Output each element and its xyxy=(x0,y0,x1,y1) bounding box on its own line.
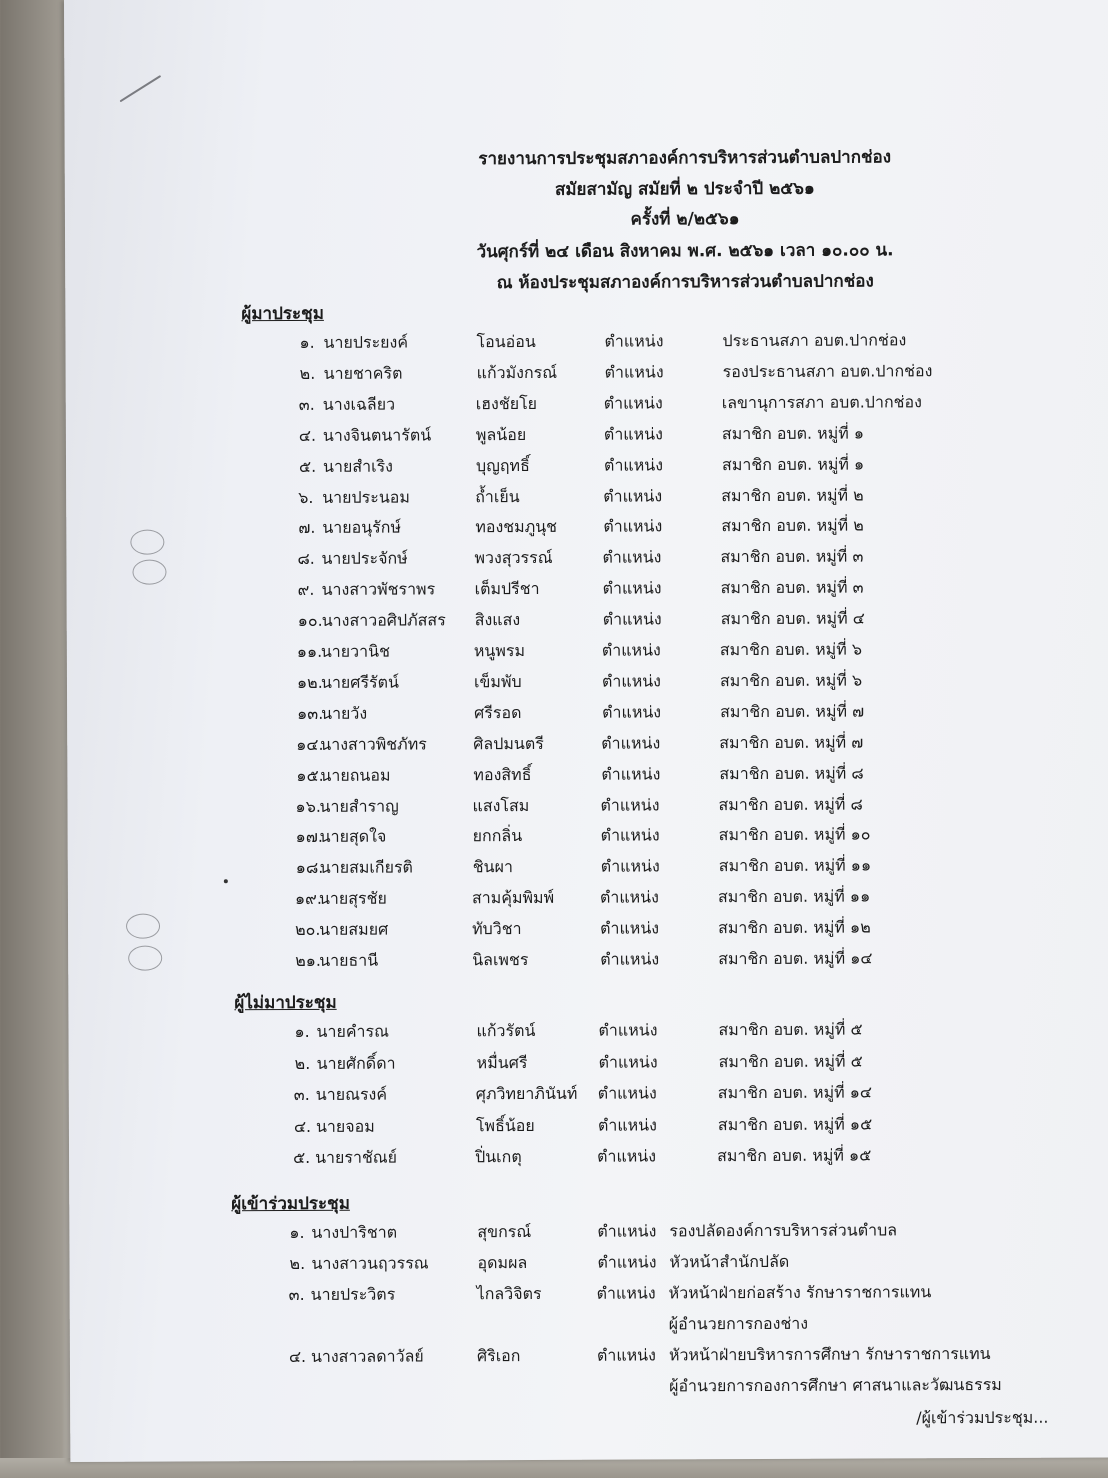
item-number: ๑๙. xyxy=(294,889,322,909)
person-surname: หมื่นศรี xyxy=(476,1052,528,1072)
position-value: หัวหน้าฝ่ายก่อสร้าง รักษาราชการแทน xyxy=(668,1282,932,1303)
item-number: ๓. xyxy=(298,394,315,414)
item-number: ๔. xyxy=(298,425,317,445)
position-value: สมาชิก อบต. หมู่ที่ ๑๕ xyxy=(717,1145,872,1166)
person-surname: แสงโสม xyxy=(472,795,530,815)
person-surname: ชินผา xyxy=(472,857,513,877)
section-present-title: ผู้มาประชุม xyxy=(241,303,324,325)
item-number: ๑๔. xyxy=(296,734,324,754)
position-value: สมาชิก อบต. หมู่ที่ ๕ xyxy=(718,1051,863,1071)
item-number: ๒. xyxy=(294,1053,311,1073)
item-number: ๒. xyxy=(289,1253,306,1274)
section-absent-title: ผู้ไม่มาประชุม xyxy=(234,992,337,1014)
person-surname: สามคุ้มพิมพ์ xyxy=(471,888,555,908)
item-number: ๑๑. xyxy=(296,641,323,661)
position-value: สมาชิก อบต. หมู่ที่ ๓ xyxy=(720,546,864,567)
person-surname: หนูพรม xyxy=(473,640,526,661)
item-number: ๑๘. xyxy=(295,858,324,878)
item-number: ๘. xyxy=(297,549,315,569)
punch-hole-upper-b xyxy=(132,560,166,585)
position-label: ตำแหน่ง xyxy=(597,1114,657,1135)
position-label: ตำแหน่ง xyxy=(603,454,664,475)
position-value: ประธานสภา อบต.ปากช่อง xyxy=(722,330,907,351)
header-session: สมัยสามัญ สมัยที่ ๒ ประจำปี ๒๕๖๑ xyxy=(554,178,815,200)
position-label: ตำแหน่ง xyxy=(600,918,660,938)
position-label: ตำแหน่ง xyxy=(599,887,659,907)
position-label: ตำแหน่ง xyxy=(600,949,660,969)
position-label: ตำแหน่ง xyxy=(602,578,662,598)
position-value: สมาชิก อบต. หมู่ที่ ๔ xyxy=(720,608,865,629)
person-name: นายธานี xyxy=(319,950,379,970)
item-number: ๒๐. xyxy=(295,919,321,940)
punch-hole-lower-a xyxy=(126,914,160,939)
item-number: ๑๕. xyxy=(296,765,324,785)
item-number: ๒๑. xyxy=(295,950,322,971)
person-name: นายประยงค์ xyxy=(323,332,409,352)
person-surname: สิงแสง xyxy=(474,610,521,630)
header-title: รายงานการประชุมสภาองค์การบริหารส่วนตำบลปากช่อง xyxy=(478,147,892,170)
position-label: ตำแหน่ง xyxy=(601,763,661,784)
person-name: นางจินตนารัตน์ xyxy=(322,425,432,445)
person-name: นางปาริชาต xyxy=(311,1222,398,1242)
punch-hole-upper-a xyxy=(130,530,164,555)
position-value: สมาชิก อบต. หมู่ที่ ๑๑ xyxy=(717,886,871,907)
item-number: ๑๓. xyxy=(297,703,324,723)
header-meeting-number: ครั้งที่ ๒/๒๕๖๑ xyxy=(630,209,740,230)
position-value: สมาชิก อบต. หมู่ที่ ๒ xyxy=(721,485,864,505)
item-number: ๔. xyxy=(293,1116,312,1136)
position-value: รองปลัดองค์การบริหารส่วนตำบล xyxy=(669,1220,898,1241)
person-surname: นิลเพชร xyxy=(472,949,529,970)
person-surname: ศิริเอก xyxy=(476,1346,521,1366)
position-label: ตำแหน่ง xyxy=(597,1146,657,1166)
position-value: สมาชิก อบต. หมู่ที่ ๖ xyxy=(719,670,863,691)
position-label: ตำแหน่ง xyxy=(602,609,662,629)
person-name: นายถนอม xyxy=(320,765,391,785)
person-surname: ถ้ำเย็น xyxy=(475,486,520,506)
person-surname: ปิ่นเกตุ xyxy=(475,1147,522,1167)
person-name: นายราชัณย์ xyxy=(315,1147,398,1167)
item-number: ๙. xyxy=(297,580,315,600)
position-value: สมาชิก อบต. หมู่ที่ ๘ xyxy=(719,763,864,783)
person-surname: โพธิ์น้อย xyxy=(475,1115,535,1135)
person-surname: ศรีรอด xyxy=(474,702,522,723)
person-name: นายประนอม xyxy=(322,486,410,507)
person-name: นายคำรณ xyxy=(316,1021,389,1041)
person-name: นายสำราญ xyxy=(319,796,399,816)
position-value: สมาชิก อบต. หมู่ที่ ๘ xyxy=(718,794,863,814)
item-number: ๕. xyxy=(298,456,317,476)
item-number: ๕. xyxy=(293,1147,311,1168)
header-date-time: วันศุกร์ที่ ๒๔ เดือน สิงหาคม พ.ศ. ๒๕๖๑ เวลา ๑๐.๐๐ น. xyxy=(476,240,894,263)
person-name: นายสมยศ xyxy=(319,919,389,939)
document-page xyxy=(64,0,1108,1462)
item-number: ๑. xyxy=(299,332,315,352)
person-surname: เต็มปรีชา xyxy=(474,579,540,599)
item-number: ๑. xyxy=(294,1021,310,1042)
position-value: สมาชิก อบต. หมู่ที่ ๑๔ xyxy=(718,948,873,969)
position-label: ตำแหน่ง xyxy=(603,485,663,506)
position-value: สมาชิก อบต. หมู่ที่ ๓ xyxy=(720,577,864,598)
person-name: นายชาคริต xyxy=(323,363,403,383)
person-surname: พวงสุวรรณ์ xyxy=(474,548,553,568)
person-name: นายสมเกียรติ xyxy=(319,857,413,878)
person-surname: โอนอ่อน xyxy=(476,331,536,352)
position-label: ตำแหน่ง xyxy=(600,794,660,815)
position-value: รองประธานสภา อบต.ปากช่อง xyxy=(722,361,933,382)
person-surname: ทองชมภูนุช xyxy=(475,517,558,537)
position-value: สมาชิก อบต. หมู่ที่ ๑๕ xyxy=(717,1113,873,1134)
position-value: สมาชิก อบต. หมู่ที่ ๑๐ xyxy=(718,824,871,845)
item-number: ๑. xyxy=(289,1222,305,1243)
person-name: นางสาวอศิปภัสสร xyxy=(321,610,446,630)
position-label: ตำแหน่ง xyxy=(601,733,661,753)
item-number: ๑๐. xyxy=(297,610,323,631)
item-number: ๑๒. xyxy=(296,672,323,692)
position-label: ตำแหน่ง xyxy=(603,424,663,444)
person-surname: เฮงชัยโย xyxy=(475,393,538,414)
position-value: หัวหน้าฝ่ายบริหารการศึกษา รักษาราชการแทน xyxy=(668,1343,991,1365)
person-surname: บุญฤทธิ์ xyxy=(475,455,530,475)
person-name: นายอนุรักษ์ xyxy=(322,517,402,538)
position-label: ตำแหน่ง xyxy=(597,1083,657,1103)
item-number: ๓. xyxy=(288,1284,305,1305)
item-number: ๒. xyxy=(299,363,316,383)
person-surname: แก้วรัตน์ xyxy=(476,1020,536,1041)
punch-hole-lower-b xyxy=(128,946,162,971)
position-value: สมาชิก อบต. หมู่ที่ ๗ xyxy=(719,732,864,752)
position-label: ตำแหน่ง xyxy=(597,1221,657,1241)
position-value: สมาชิก อบต. หมู่ที่ ๗ xyxy=(720,701,865,721)
position-value: สมาชิก อบต. หมู่ที่ ๕ xyxy=(718,1019,863,1040)
person-name: นายประวิตร xyxy=(310,1284,396,1304)
person-surname: ทับวิชา xyxy=(472,919,522,939)
position-label: ตำแหน่ง xyxy=(604,362,664,382)
position-label: ตำแหน่ง xyxy=(598,1051,658,1072)
person-surname: ศิลปมนตรี xyxy=(473,733,544,753)
item-number: ๑๗. xyxy=(295,827,323,847)
person-name: นายสำเริง xyxy=(322,456,393,476)
person-surname: ทองสิทธิ์ xyxy=(473,764,532,784)
item-number: ๖. xyxy=(298,487,314,507)
position-label: ตำแหน่ง xyxy=(600,856,660,876)
position-label: ตำแหน่ง xyxy=(600,825,660,846)
position-label: ตำแหน่ง xyxy=(602,702,662,722)
person-name: นายณรงค์ xyxy=(315,1084,388,1104)
person-surname: อุดมผล xyxy=(477,1252,528,1273)
position-value: สมาชิก อบต. หมู่ที่ ๑๑ xyxy=(718,855,872,876)
position-label: ตำแหน่ง xyxy=(596,1283,656,1303)
pen-mark xyxy=(120,75,162,102)
person-surname: พูลน้อย xyxy=(475,424,527,444)
item-number: ๓. xyxy=(293,1084,310,1105)
person-name: นายสุดใจ xyxy=(319,826,387,847)
position-label: ตำแหน่ง xyxy=(601,671,662,691)
section-attendees-title: ผู้เข้าร่วมประชุม xyxy=(231,1193,350,1215)
person-name: นางสาวพัชราพร xyxy=(321,579,436,600)
item-number: ๔. xyxy=(288,1346,307,1367)
ink-dot xyxy=(224,879,228,883)
person-name: นายศักดิ์ดา xyxy=(316,1053,396,1073)
position-value: สมาชิก อบต. หมู่ที่ ๑ xyxy=(721,454,865,474)
person-name: นางสาวลดาวัลย์ xyxy=(310,1346,424,1366)
person-name: นายจอม xyxy=(315,1116,375,1136)
item-number: ๗. xyxy=(298,518,316,538)
position-label: ตำแหน่ง xyxy=(597,1252,657,1272)
person-surname: ยกกลิ่น xyxy=(472,826,523,846)
continued-marker: /ผู้เข้าร่วมประชุม... xyxy=(916,1407,1049,1428)
item-number: ๑๖. xyxy=(295,796,321,816)
position-value: สมาชิก อบต. หมู่ที่ ๑๔ xyxy=(717,1082,873,1103)
person-name: นายสุรชัย xyxy=(318,888,387,909)
position-label: ตำแหน่ง xyxy=(602,547,662,567)
position-value-continued: ผู้อำนวยการกองช่าง xyxy=(668,1313,809,1334)
person-surname: แก้วมังกรณ์ xyxy=(476,362,558,383)
person-surname: สุขกรณ์ xyxy=(477,1221,532,1242)
header-venue: ณ ห้องประชุมสภาองค์การบริหารส่วนตำบลปากช่อง xyxy=(496,271,874,294)
person-name: นางสาวพิชภัทร xyxy=(320,734,427,754)
person-name: นางเฉลียว xyxy=(322,394,396,414)
position-value: สมาชิก อบต. หมู่ที่ ๑๒ xyxy=(718,917,871,938)
position-label: ตำแหน่ง xyxy=(598,1020,658,1040)
person-name: นายวัง xyxy=(321,703,368,723)
position-label: ตำแหน่ง xyxy=(601,640,661,660)
person-surname: ไกลวิจิตร xyxy=(476,1283,542,1304)
person-name: นายวานิช xyxy=(320,641,390,661)
position-value: สมาชิก อบต. หมู่ที่ ๖ xyxy=(719,639,863,660)
person-name: นายศรีรัตน์ xyxy=(320,672,399,692)
person-name: นายประจักษ์ xyxy=(321,548,408,569)
position-value: สมาชิก อบต. หมู่ที่ ๒ xyxy=(721,515,864,536)
position-label: ตำแหน่ง xyxy=(596,1345,656,1365)
position-value-continued: ผู้อำนวยการกองการศึกษา ศาสนาและวัฒนธรรม xyxy=(669,1374,1002,1396)
position-label: ตำแหน่ง xyxy=(603,516,663,537)
person-surname: เข็มพับ xyxy=(473,671,522,692)
position-value: หัวหน้าสำนักปลัด xyxy=(669,1251,790,1272)
position-label: ตำแหน่ง xyxy=(603,393,663,413)
position-value: สมาชิก อบต. หมู่ที่ ๑ xyxy=(721,423,865,443)
person-name: นางสาวนฤวรรณ xyxy=(311,1253,429,1273)
person-surname: ศุภวิทยาภินันท์ xyxy=(475,1083,578,1104)
position-label: ตำแหน่ง xyxy=(604,331,664,351)
position-value: เลขานุการสภา อบต.ปากช่อง xyxy=(721,392,922,412)
